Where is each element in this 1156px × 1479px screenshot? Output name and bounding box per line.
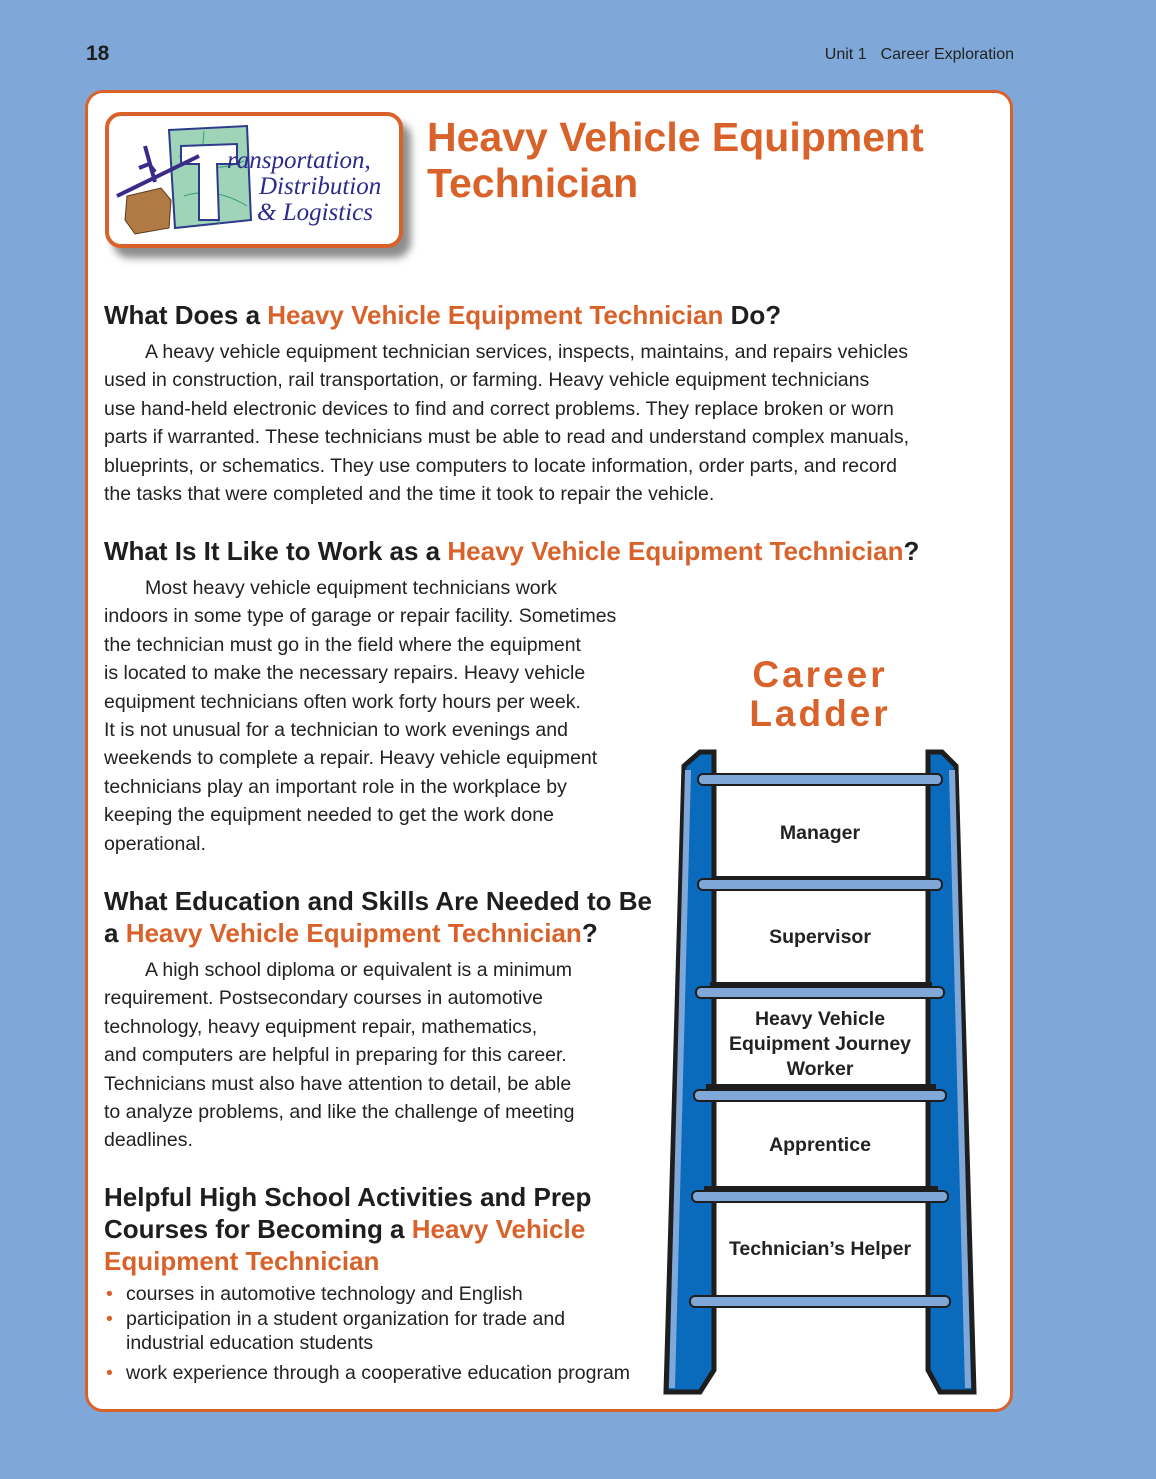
paragraph-line: Technicians must also have attention to detail, be able: [104, 1072, 572, 1095]
svg-text:ransportation,: ransportation,: [227, 147, 371, 174]
ladder-rung-journey-worker: Heavy Vehicle Equipment Journey Worker: [728, 1008, 912, 1080]
section-heading-work: What Is It Like to Work as a Heavy Vehicle Equipment Technician?: [104, 536, 920, 566]
paragraph-line: the tasks that were completed and the time it took to repair the vehicle.: [104, 483, 715, 506]
paragraph-line: deadlines.: [104, 1129, 193, 1152]
svg-text:Distribution: Distribution: [259, 173, 382, 200]
paragraph-line: is located to make the necessary repairs. Heavy vehicle: [104, 662, 586, 685]
paragraph-line: blueprints, or schematics. They use computers to locate information, order parts, and record: [104, 454, 898, 477]
unit-label: Unit 1: [824, 46, 867, 63]
paragraph-line: A high school diploma or equivalent is a minimum: [145, 959, 573, 981]
paragraph-line: technology, heavy equipment repair, mathematics,: [104, 1015, 538, 1038]
paragraph-line: Most heavy vehicle equipment technicians work: [145, 577, 557, 599]
list-item: • participation in a student organization for trade and industrial education students: [104, 1307, 630, 1355]
paragraph-line: keeping the equipment needed to get the work done: [104, 804, 554, 827]
ladder-rung-helper: Technician’s Helper: [728, 1238, 912, 1260]
paragraph-line: operational.: [104, 832, 206, 855]
list-item: • courses in automotive technology and English: [104, 1282, 630, 1306]
ladder-rung-manager: Manager: [779, 822, 861, 844]
paragraph-line: weekends to complete a repair. Heavy vehicle equipment: [104, 747, 598, 770]
section-heading-education: What Education and Skills Are Needed to Be a Heavy Vehicle Equipment Technician?: [104, 886, 653, 948]
paragraph-line: indoors in some type of garage or repair facility. Sometimes: [104, 605, 617, 628]
paragraph-line: parts if warranted. These technicians must be able to read and understand complex manuals,: [104, 426, 910, 449]
paragraph-line: equipment technicians often work forty hours per week.: [104, 690, 581, 713]
section-label: Career Exploration: [880, 46, 1014, 63]
paragraph-line: and computers are helpful in preparing for this career.: [104, 1044, 567, 1067]
paragraph-line: It is not unusual for a technician to work evenings and: [104, 719, 568, 742]
section-heading-activities: Helpful High School Activities and Prep Courses for Becoming a Heavy Vehicle Equipment Technician: [104, 1182, 592, 1276]
paragraph-line: used in construction, rail transportation, or farming. Heavy vehicle equipment technicians: [104, 369, 870, 392]
list-item: • work experience through a cooperative education program: [104, 1361, 630, 1385]
svg-text:& Logistics: & Logistics: [257, 199, 373, 226]
career-ladder-title: Career Ladder: [749, 654, 891, 734]
paragraph-line: A heavy vehicle equipment technician services, inspects, maintains, and repairs vehicles: [145, 341, 909, 363]
ladder-rung-apprentice: Apprentice: [769, 1134, 871, 1156]
paragraph-line: the technician must go in the field where the equipment: [104, 633, 581, 656]
paragraph-line: technicians play an important role in the workplace by: [104, 775, 567, 798]
page-number: 18: [86, 42, 110, 65]
paragraph-line: requirement. Postsecondary courses in automotive: [104, 987, 543, 1010]
page-title: Heavy Vehicle Equipment Technician: [427, 114, 924, 206]
paragraph-line: use hand-held electronic devices to find and correct problems. They replace broken or worn: [104, 397, 894, 420]
ladder-rung-supervisor: Supervisor: [769, 926, 871, 948]
paragraph-line: to analyze problems, and like the challenge of meeting: [104, 1101, 575, 1124]
section-heading-duties: What Does a Heavy Vehicle Equipment Technician Do?: [104, 300, 782, 330]
